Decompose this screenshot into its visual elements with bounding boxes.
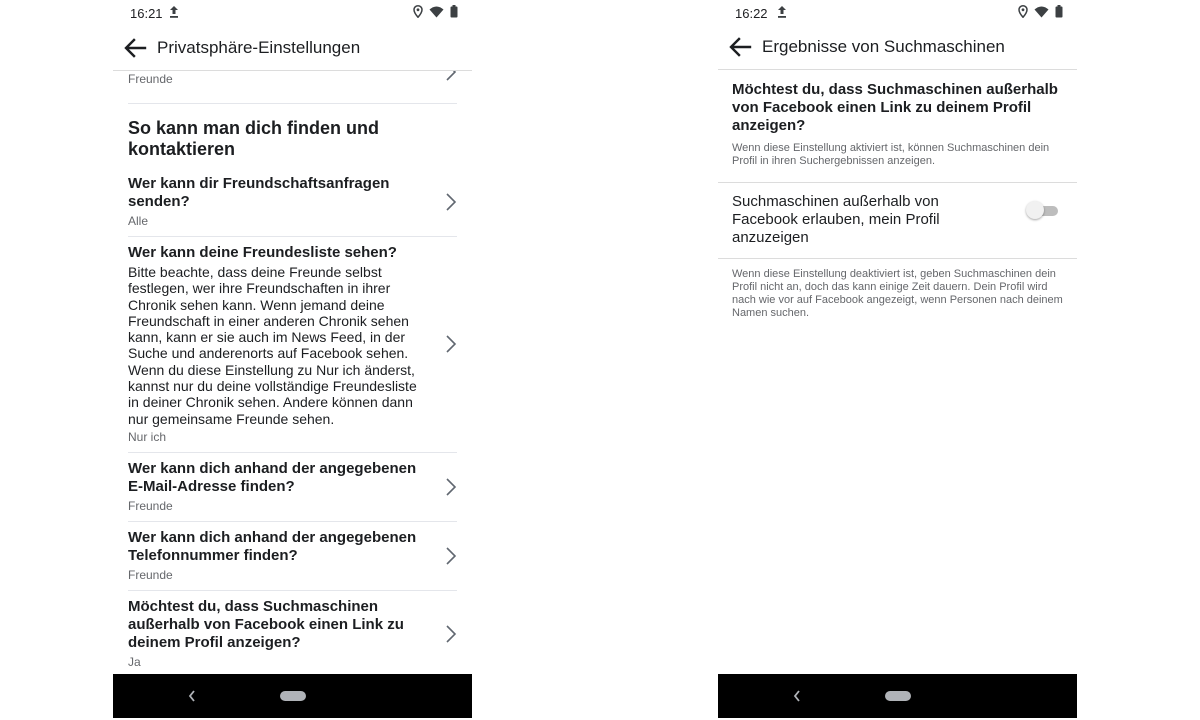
wifi-icon: [429, 6, 444, 18]
chevron-right-icon: [445, 71, 457, 81]
setting-title: Wer kann dich anhand der angegebenen E-Mail-Adresse finden?: [128, 459, 417, 495]
setting-title: Wer kann dich anhand der angegebenen Telefonnummer finden?: [128, 528, 417, 564]
question-title: Möchtest du, dass Suchmaschinen außerhalb von Facebook einen Link zu deinem Profil anzeigen?: [732, 81, 1058, 134]
setting-value: Freunde: [128, 72, 173, 86]
toggle-label: Suchmaschinen außerhalb von Facebook erlauben, mein Profil anzuzeigen: [732, 193, 940, 246]
battery-icon: [450, 5, 458, 18]
chevron-right-icon: [445, 193, 457, 211]
upload-icon: [168, 5, 180, 19]
battery-icon: [1055, 5, 1063, 18]
location-icon: [413, 5, 423, 18]
setting-description: Bitte beachte, dass deine Freunde selbst festlegen, wer ihre Freundschaften in ihrer Chronik sehen kann. Wenn jemand deine Freundschaft in einer anderen Chronik sehen kann, kann er sie auch im News Feed, in der Suche und anderenorts auf Facebook sehen. Wenn du diese Einstellung zu Nur ich änderst, kannst nur du deine vollständige Freundesliste in deiner Chronik sehen. Andere können dann nur gemeinsame Freunde sehen.: [128, 264, 417, 427]
setting-row-friend-list[interactable]: [128, 237, 457, 453]
status-bar: [113, 0, 472, 26]
app-bar: [113, 28, 472, 71]
location-icon: [1018, 5, 1028, 18]
status-icons: [413, 5, 458, 18]
phone-screen-left: [113, 0, 472, 720]
phone-screen-right: [718, 0, 1077, 720]
system-nav-bar: [113, 674, 472, 718]
back-arrow-icon[interactable]: [728, 36, 752, 58]
setting-value: Nur ich: [128, 429, 167, 444]
setting-row-search-engines[interactable]: [128, 591, 457, 674]
back-arrow-icon[interactable]: [123, 37, 147, 59]
setting-value: Freunde: [128, 567, 173, 582]
nav-back-icon[interactable]: [187, 689, 197, 703]
search-engine-toggle-row[interactable]: [718, 183, 1077, 259]
setting-title: Wer kann dir Freundschaftsanfragen senden?: [128, 175, 390, 210]
setting-row-friend-requests[interactable]: [128, 168, 457, 237]
settings-content: [718, 70, 1077, 674]
wifi-icon: [1034, 6, 1049, 18]
section-title: So kann man dich finden und kontaktieren: [128, 118, 380, 159]
setting-value: Freunde: [128, 498, 173, 513]
nav-home-pill[interactable]: [885, 691, 911, 701]
chevron-right-icon: [445, 547, 457, 565]
setting-value: Alle: [128, 214, 149, 228]
question-description: Wenn diese Einstellung aktiviert ist, können Suchmaschinen dein Profil in ihren Suchergebnissen anzeigen.: [732, 142, 1050, 167]
app-bar: [718, 27, 1077, 70]
page-title: Privatsphäre-Einstellungen: [157, 38, 361, 57]
status-time: 16:21: [130, 6, 163, 21]
page-title: Ergebnisse von Suchmaschinen: [762, 37, 1005, 56]
search-engine-toggle[interactable]: [1026, 204, 1060, 218]
toggle-knob: [1026, 201, 1044, 219]
status-time: 16:22: [735, 6, 768, 21]
partial-setting-row[interactable]: [128, 72, 457, 104]
status-bar: [718, 0, 1077, 26]
setting-row-phone-lookup[interactable]: [128, 522, 457, 591]
upload-icon: [776, 5, 788, 19]
setting-title: Wer kann deine Freundesliste sehen?: [128, 244, 397, 261]
chevron-right-icon: [445, 478, 457, 496]
nav-back-icon[interactable]: [792, 689, 802, 703]
system-nav-bar: [718, 674, 1077, 718]
chevron-right-icon: [445, 335, 457, 353]
setting-row-email-lookup[interactable]: [128, 453, 457, 522]
setting-value: Ja: [128, 654, 141, 669]
settings-list[interactable]: [113, 71, 472, 674]
chevron-right-icon: [445, 625, 457, 643]
nav-home-pill[interactable]: [280, 691, 306, 701]
footnote: Wenn diese Einstellung deaktiviert ist, geben Suchmaschinen dein Profil nicht an, doch das kann einige Zeit dauern. Dein Profil wird nach wie vor auf Facebook angezeigt, wenn Personen nach deinem Namen suchen.: [732, 268, 1063, 319]
status-icons: [1018, 5, 1063, 18]
question-block: [718, 70, 1077, 183]
setting-title: Möchtest du, dass Suchmaschinen außerhalb von Facebook einen Link zu deinem Profil anzeigen?: [128, 597, 404, 651]
